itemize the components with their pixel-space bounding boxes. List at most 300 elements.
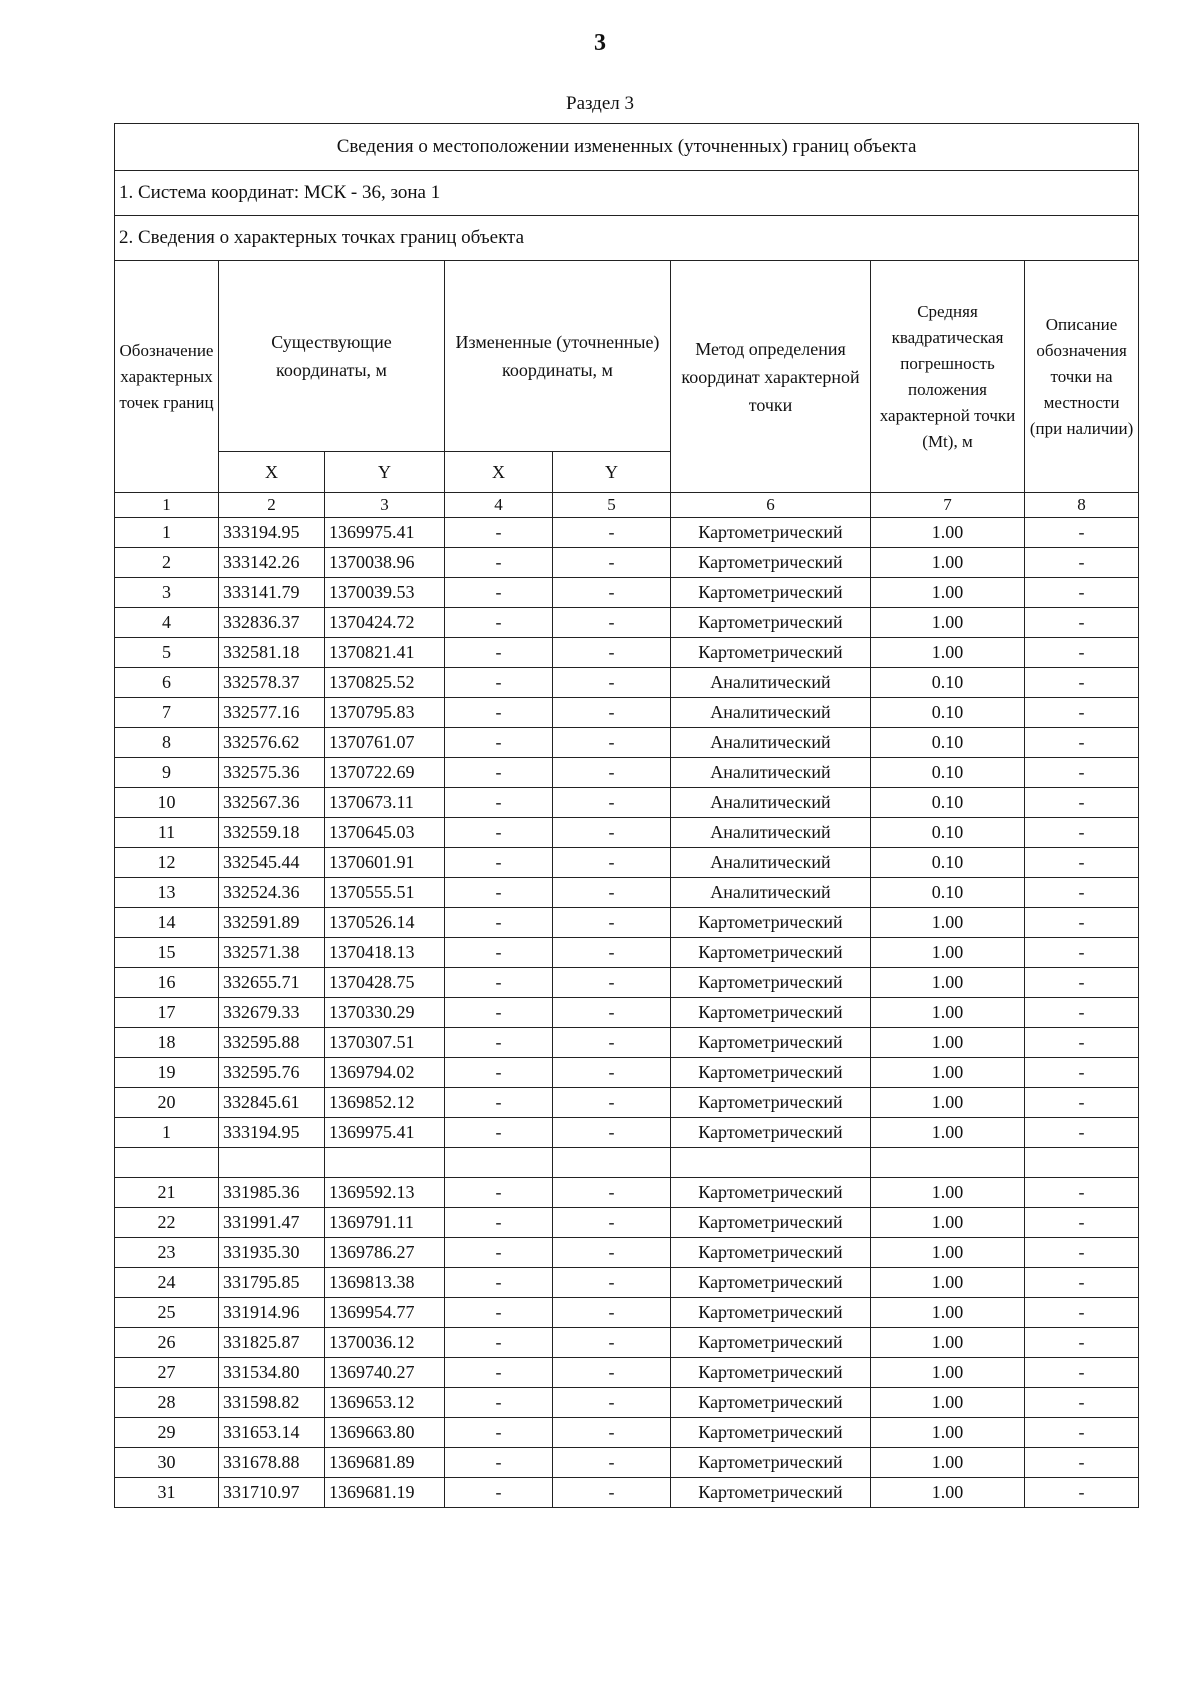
- changed-x-cell: -: [445, 938, 553, 968]
- existing-x-cell: 332545.44: [219, 848, 325, 878]
- existing-y-cell: 1370307.51: [325, 1028, 445, 1058]
- point-id-cell: 21: [115, 1178, 219, 1208]
- error-cell: 1.00: [871, 908, 1025, 938]
- changed-y-cell: -: [553, 1388, 671, 1418]
- point-id-cell: 20: [115, 1088, 219, 1118]
- point-id-cell: 23: [115, 1238, 219, 1268]
- point-id-cell: 31: [115, 1478, 219, 1508]
- method-cell: Картометрический: [671, 1028, 871, 1058]
- existing-y-cell: 1370418.13: [325, 938, 445, 968]
- existing-x-cell: 333194.95: [219, 518, 325, 548]
- point-id-cell: 24: [115, 1268, 219, 1298]
- description-cell: [1025, 1148, 1139, 1178]
- description-cell: -: [1025, 1028, 1139, 1058]
- error-cell: 0.10: [871, 758, 1025, 788]
- error-cell: 1.00: [871, 1088, 1025, 1118]
- error-cell: 0.10: [871, 698, 1025, 728]
- changed-x-cell: [445, 1148, 553, 1178]
- point-id-cell: 12: [115, 848, 219, 878]
- changed-y-cell: -: [553, 938, 671, 968]
- existing-x-cell: 332578.37: [219, 668, 325, 698]
- changed-x-cell: -: [445, 1178, 553, 1208]
- point-id-cell: 14: [115, 908, 219, 938]
- point-id-cell: 1: [115, 1118, 219, 1148]
- error-cell: 0.10: [871, 818, 1025, 848]
- description-cell: -: [1025, 1268, 1139, 1298]
- point-id-cell: 5: [115, 638, 219, 668]
- header-description: Описание обозначения точки на местности (при наличии): [1025, 261, 1139, 493]
- existing-y-cell: 1370428.75: [325, 968, 445, 998]
- changed-y-cell: -: [553, 908, 671, 938]
- table-row: [115, 1028, 1139, 1058]
- method-cell: Аналитический: [671, 758, 871, 788]
- existing-x-cell: 332576.62: [219, 728, 325, 758]
- table-row: [115, 1388, 1139, 1418]
- description-cell: -: [1025, 548, 1139, 578]
- point-id-cell: 22: [115, 1208, 219, 1238]
- table-row: [115, 698, 1139, 728]
- error-cell: 1.00: [871, 1358, 1025, 1388]
- changed-x-cell: -: [445, 668, 553, 698]
- description-cell: -: [1025, 1388, 1139, 1418]
- existing-y-cell: 1370821.41: [325, 638, 445, 668]
- existing-y-cell: 1369791.11: [325, 1208, 445, 1238]
- existing-y-cell: 1369681.89: [325, 1448, 445, 1478]
- changed-x-cell: -: [445, 548, 553, 578]
- error-cell: 1.00: [871, 1178, 1025, 1208]
- point-id-cell: 9: [115, 758, 219, 788]
- existing-x-cell: 331534.80: [219, 1358, 325, 1388]
- error-cell: 0.10: [871, 728, 1025, 758]
- existing-y-cell: 1370825.52: [325, 668, 445, 698]
- column-numbers-row: [115, 493, 1139, 518]
- table-row: [115, 1358, 1139, 1388]
- existing-x-cell: 332524.36: [219, 878, 325, 908]
- changed-x-cell: -: [445, 1118, 553, 1148]
- existing-x-cell: 332577.16: [219, 698, 325, 728]
- section-title: Раздел 3: [566, 93, 634, 114]
- changed-x-cell: -: [445, 578, 553, 608]
- description-cell: -: [1025, 848, 1139, 878]
- description-cell: -: [1025, 788, 1139, 818]
- header-changed-y: Y: [553, 452, 671, 493]
- error-cell: 1.00: [871, 1448, 1025, 1478]
- existing-x-cell: 331991.47: [219, 1208, 325, 1238]
- changed-x-cell: -: [445, 1268, 553, 1298]
- changed-x-cell: -: [445, 758, 553, 788]
- table-row: [115, 908, 1139, 938]
- changed-y-cell: [553, 1148, 671, 1178]
- existing-x-cell: 332836.37: [219, 608, 325, 638]
- existing-y-cell: 1369740.27: [325, 1358, 445, 1388]
- changed-x-cell: -: [445, 848, 553, 878]
- point-id-cell: 2: [115, 548, 219, 578]
- changed-y-cell: -: [553, 1448, 671, 1478]
- error-cell: 1.00: [871, 1298, 1025, 1328]
- existing-x-cell: 333141.79: [219, 578, 325, 608]
- changed-x-cell: -: [445, 788, 553, 818]
- table-row: [115, 548, 1139, 578]
- table-row: [115, 728, 1139, 758]
- changed-x-cell: -: [445, 908, 553, 938]
- point-id-cell: 1: [115, 518, 219, 548]
- table-row: [115, 1418, 1139, 1448]
- error-cell: 1.00: [871, 1268, 1025, 1298]
- changed-y-cell: -: [553, 668, 671, 698]
- existing-y-cell: 1369813.38: [325, 1268, 445, 1298]
- point-id-cell: 30: [115, 1448, 219, 1478]
- table-row: [115, 578, 1139, 608]
- existing-y-cell: 1370673.11: [325, 788, 445, 818]
- table-row: [115, 938, 1139, 968]
- existing-x-cell: [219, 1148, 325, 1178]
- changed-x-cell: -: [445, 1418, 553, 1448]
- changed-y-cell: -: [553, 1208, 671, 1238]
- changed-y-cell: -: [553, 758, 671, 788]
- description-cell: -: [1025, 998, 1139, 1028]
- table-row: [115, 1178, 1139, 1208]
- existing-y-cell: 1369794.02: [325, 1058, 445, 1088]
- existing-y-cell: 1370038.96: [325, 548, 445, 578]
- existing-y-cell: 1369653.12: [325, 1388, 445, 1418]
- method-cell: Картометрический: [671, 548, 871, 578]
- existing-x-cell: 332591.89: [219, 908, 325, 938]
- existing-x-cell: 331914.96: [219, 1298, 325, 1328]
- description-cell: -: [1025, 1088, 1139, 1118]
- error-cell: [871, 1148, 1025, 1178]
- point-id-cell: 17: [115, 998, 219, 1028]
- table-row: [115, 1328, 1139, 1358]
- point-id-cell: 3: [115, 578, 219, 608]
- table-row: [115, 1238, 1139, 1268]
- existing-x-cell: 331935.30: [219, 1238, 325, 1268]
- header-existing-coordinates: Существующие координаты, м: [219, 261, 445, 452]
- method-cell: [671, 1148, 871, 1178]
- changed-y-cell: -: [553, 1268, 671, 1298]
- method-cell: Картометрический: [671, 1418, 871, 1448]
- method-cell: Картометрический: [671, 1118, 871, 1148]
- existing-y-cell: 1370795.83: [325, 698, 445, 728]
- changed-y-cell: -: [553, 578, 671, 608]
- changed-x-cell: -: [445, 1388, 553, 1418]
- table-row: [115, 818, 1139, 848]
- column-number: 6: [671, 493, 871, 518]
- existing-x-cell: 332571.38: [219, 938, 325, 968]
- method-cell: Картометрический: [671, 1178, 871, 1208]
- changed-y-cell: -: [553, 548, 671, 578]
- point-id-cell: 27: [115, 1358, 219, 1388]
- description-cell: -: [1025, 968, 1139, 998]
- changed-x-cell: -: [445, 608, 553, 638]
- existing-y-cell: 1369663.80: [325, 1418, 445, 1448]
- changed-y-cell: -: [553, 1238, 671, 1268]
- table-row: [115, 758, 1139, 788]
- error-cell: 1.00: [871, 968, 1025, 998]
- column-number: 1: [115, 493, 219, 518]
- table-row: [115, 878, 1139, 908]
- error-cell: 1.00: [871, 1028, 1025, 1058]
- existing-y-cell: 1369954.77: [325, 1298, 445, 1328]
- method-cell: Картометрический: [671, 938, 871, 968]
- existing-x-cell: 332559.18: [219, 818, 325, 848]
- header-changed-x: X: [445, 452, 553, 493]
- method-cell: Картометрический: [671, 1388, 871, 1418]
- point-id-cell: 4: [115, 608, 219, 638]
- changed-y-cell: -: [553, 878, 671, 908]
- error-cell: 0.10: [871, 878, 1025, 908]
- method-cell: Аналитический: [671, 698, 871, 728]
- existing-y-cell: 1370645.03: [325, 818, 445, 848]
- existing-y-cell: 1369786.27: [325, 1238, 445, 1268]
- table-row: [115, 968, 1139, 998]
- existing-x-cell: 332595.76: [219, 1058, 325, 1088]
- error-cell: 1.00: [871, 1388, 1025, 1418]
- existing-x-cell: 332567.36: [219, 788, 325, 818]
- existing-x-cell: 332845.61: [219, 1088, 325, 1118]
- changed-y-cell: -: [553, 1028, 671, 1058]
- method-cell: Картометрический: [671, 1238, 871, 1268]
- existing-x-cell: 331678.88: [219, 1448, 325, 1478]
- changed-y-cell: -: [553, 1418, 671, 1448]
- description-cell: -: [1025, 1418, 1139, 1448]
- table-row: [115, 518, 1139, 548]
- column-number: 7: [871, 493, 1025, 518]
- error-cell: 1.00: [871, 938, 1025, 968]
- changed-y-cell: -: [553, 638, 671, 668]
- column-number: 8: [1025, 493, 1139, 518]
- point-id-cell: 18: [115, 1028, 219, 1058]
- existing-x-cell: 331710.97: [219, 1478, 325, 1508]
- error-cell: 1.00: [871, 1118, 1025, 1148]
- existing-x-cell: 331598.82: [219, 1388, 325, 1418]
- point-id-cell: 29: [115, 1418, 219, 1448]
- changed-y-cell: -: [553, 518, 671, 548]
- table-row: [115, 998, 1139, 1028]
- changed-y-cell: -: [553, 1118, 671, 1148]
- changed-y-cell: -: [553, 1328, 671, 1358]
- description-cell: -: [1025, 1178, 1139, 1208]
- method-cell: Картометрический: [671, 1268, 871, 1298]
- point-id-cell: 19: [115, 1058, 219, 1088]
- table-row: [115, 1088, 1139, 1118]
- method-cell: Аналитический: [671, 788, 871, 818]
- changed-x-cell: -: [445, 878, 553, 908]
- changed-y-cell: -: [553, 818, 671, 848]
- error-cell: 0.10: [871, 788, 1025, 818]
- changed-y-cell: -: [553, 1058, 671, 1088]
- header-point-designation: Обозначение характерных точек границ: [115, 261, 219, 493]
- header-existing-y: Y: [325, 452, 445, 493]
- changed-y-cell: -: [553, 998, 671, 1028]
- existing-y-cell: 1369975.41: [325, 1118, 445, 1148]
- coordinate-system: 1. Система координат: МСК - 36, зона 1: [115, 171, 1139, 216]
- point-id-cell: 8: [115, 728, 219, 758]
- point-id-cell: [115, 1148, 219, 1178]
- method-cell: Аналитический: [671, 878, 871, 908]
- description-cell: -: [1025, 638, 1139, 668]
- description-cell: -: [1025, 1328, 1139, 1358]
- method-cell: Аналитический: [671, 668, 871, 698]
- existing-x-cell: 333194.95: [219, 1118, 325, 1148]
- method-cell: Картометрический: [671, 1058, 871, 1088]
- changed-y-cell: -: [553, 1088, 671, 1118]
- existing-y-cell: 1370722.69: [325, 758, 445, 788]
- point-id-cell: 25: [115, 1298, 219, 1328]
- method-cell: Картометрический: [671, 1298, 871, 1328]
- column-number: 2: [219, 493, 325, 518]
- changed-x-cell: -: [445, 728, 553, 758]
- changed-y-cell: -: [553, 848, 671, 878]
- point-id-cell: 28: [115, 1388, 219, 1418]
- changed-x-cell: -: [445, 1298, 553, 1328]
- existing-y-cell: 1370526.14: [325, 908, 445, 938]
- header-existing-x: X: [219, 452, 325, 493]
- description-cell: -: [1025, 1298, 1139, 1328]
- changed-x-cell: -: [445, 1328, 553, 1358]
- error-cell: 0.10: [871, 848, 1025, 878]
- existing-y-cell: 1369592.13: [325, 1178, 445, 1208]
- existing-y-cell: 1370601.91: [325, 848, 445, 878]
- point-id-cell: 16: [115, 968, 219, 998]
- changed-x-cell: -: [445, 1478, 553, 1508]
- changed-y-cell: -: [553, 608, 671, 638]
- existing-y-cell: 1370330.29: [325, 998, 445, 1028]
- table-row: [115, 668, 1139, 698]
- boundary-points-table: [114, 123, 1139, 1508]
- existing-x-cell: 333142.26: [219, 548, 325, 578]
- error-cell: 1.00: [871, 518, 1025, 548]
- existing-x-cell: 331825.87: [219, 1328, 325, 1358]
- description-cell: -: [1025, 518, 1139, 548]
- point-id-cell: 26: [115, 1328, 219, 1358]
- changed-y-cell: -: [553, 728, 671, 758]
- error-cell: 1.00: [871, 638, 1025, 668]
- changed-y-cell: -: [553, 968, 671, 998]
- description-cell: -: [1025, 938, 1139, 968]
- changed-y-cell: -: [553, 1298, 671, 1328]
- error-cell: 1.00: [871, 608, 1025, 638]
- changed-x-cell: -: [445, 638, 553, 668]
- changed-x-cell: -: [445, 1088, 553, 1118]
- column-number: 5: [553, 493, 671, 518]
- table-row: [115, 788, 1139, 818]
- method-cell: Картометрический: [671, 1358, 871, 1388]
- method-cell: Картометрический: [671, 908, 871, 938]
- point-id-cell: 7: [115, 698, 219, 728]
- table-row: [115, 848, 1139, 878]
- error-cell: 1.00: [871, 1238, 1025, 1268]
- changed-y-cell: -: [553, 1178, 671, 1208]
- existing-x-cell: 332581.18: [219, 638, 325, 668]
- column-number: 3: [325, 493, 445, 518]
- method-cell: Картометрический: [671, 518, 871, 548]
- error-cell: 1.00: [871, 998, 1025, 1028]
- existing-x-cell: 331653.14: [219, 1418, 325, 1448]
- changed-x-cell: -: [445, 998, 553, 1028]
- description-cell: -: [1025, 578, 1139, 608]
- table-row: [115, 638, 1139, 668]
- changed-x-cell: -: [445, 1448, 553, 1478]
- description-cell: -: [1025, 1358, 1139, 1388]
- table-title: Сведения о местоположении измененных (уточненных) границ объекта: [115, 124, 1139, 171]
- description-cell: -: [1025, 1478, 1139, 1508]
- error-cell: 1.00: [871, 1058, 1025, 1088]
- description-cell: -: [1025, 1238, 1139, 1268]
- changed-x-cell: -: [445, 518, 553, 548]
- changed-x-cell: -: [445, 1238, 553, 1268]
- table-row: [115, 1268, 1139, 1298]
- description-cell: -: [1025, 878, 1139, 908]
- description-cell: -: [1025, 1118, 1139, 1148]
- existing-x-cell: 332575.36: [219, 758, 325, 788]
- error-cell: 1.00: [871, 1418, 1025, 1448]
- method-cell: Картометрический: [671, 968, 871, 998]
- existing-y-cell: 1370761.07: [325, 728, 445, 758]
- existing-y-cell: 1370555.51: [325, 878, 445, 908]
- changed-x-cell: -: [445, 1028, 553, 1058]
- changed-x-cell: -: [445, 968, 553, 998]
- method-cell: Картометрический: [671, 998, 871, 1028]
- existing-y-cell: 1370424.72: [325, 608, 445, 638]
- error-cell: 1.00: [871, 578, 1025, 608]
- description-cell: -: [1025, 1208, 1139, 1238]
- points-info-heading: 2. Сведения о характерных точках границ объекта: [115, 216, 1139, 261]
- method-cell: Картометрический: [671, 608, 871, 638]
- method-cell: Картометрический: [671, 1478, 871, 1508]
- point-id-cell: 6: [115, 668, 219, 698]
- method-cell: Аналитический: [671, 818, 871, 848]
- existing-y-cell: 1370039.53: [325, 578, 445, 608]
- table-row: [115, 1118, 1139, 1148]
- error-cell: 1.00: [871, 1478, 1025, 1508]
- method-cell: Аналитический: [671, 848, 871, 878]
- description-cell: -: [1025, 818, 1139, 848]
- changed-x-cell: -: [445, 818, 553, 848]
- existing-x-cell: 332679.33: [219, 998, 325, 1028]
- method-cell: Аналитический: [671, 728, 871, 758]
- table-row: [115, 1298, 1139, 1328]
- changed-y-cell: -: [553, 1358, 671, 1388]
- point-id-cell: 15: [115, 938, 219, 968]
- header-method: Метод определения координат характерной точки: [671, 261, 871, 493]
- existing-y-cell: 1369681.19: [325, 1478, 445, 1508]
- page-number: 3: [594, 30, 606, 56]
- existing-x-cell: 332595.88: [219, 1028, 325, 1058]
- method-cell: Картометрический: [671, 1088, 871, 1118]
- existing-y-cell: 1369975.41: [325, 518, 445, 548]
- method-cell: Картометрический: [671, 1208, 871, 1238]
- table-row: [115, 1058, 1139, 1088]
- existing-y-cell: 1370036.12: [325, 1328, 445, 1358]
- header-error: Средняя квадратическая погрешность положения характерной точки (Mt), м: [871, 261, 1025, 493]
- method-cell: Картометрический: [671, 1448, 871, 1478]
- table-row: [115, 1208, 1139, 1238]
- method-cell: Картометрический: [671, 638, 871, 668]
- changed-y-cell: -: [553, 788, 671, 818]
- description-cell: -: [1025, 1448, 1139, 1478]
- table-row: [115, 608, 1139, 638]
- existing-x-cell: 331985.36: [219, 1178, 325, 1208]
- point-id-cell: 13: [115, 878, 219, 908]
- changed-x-cell: -: [445, 1058, 553, 1088]
- description-cell: -: [1025, 1058, 1139, 1088]
- error-cell: 1.00: [871, 1208, 1025, 1238]
- table-row: [115, 1148, 1139, 1178]
- column-number: 4: [445, 493, 553, 518]
- description-cell: -: [1025, 758, 1139, 788]
- existing-x-cell: 332655.71: [219, 968, 325, 998]
- changed-x-cell: -: [445, 1208, 553, 1238]
